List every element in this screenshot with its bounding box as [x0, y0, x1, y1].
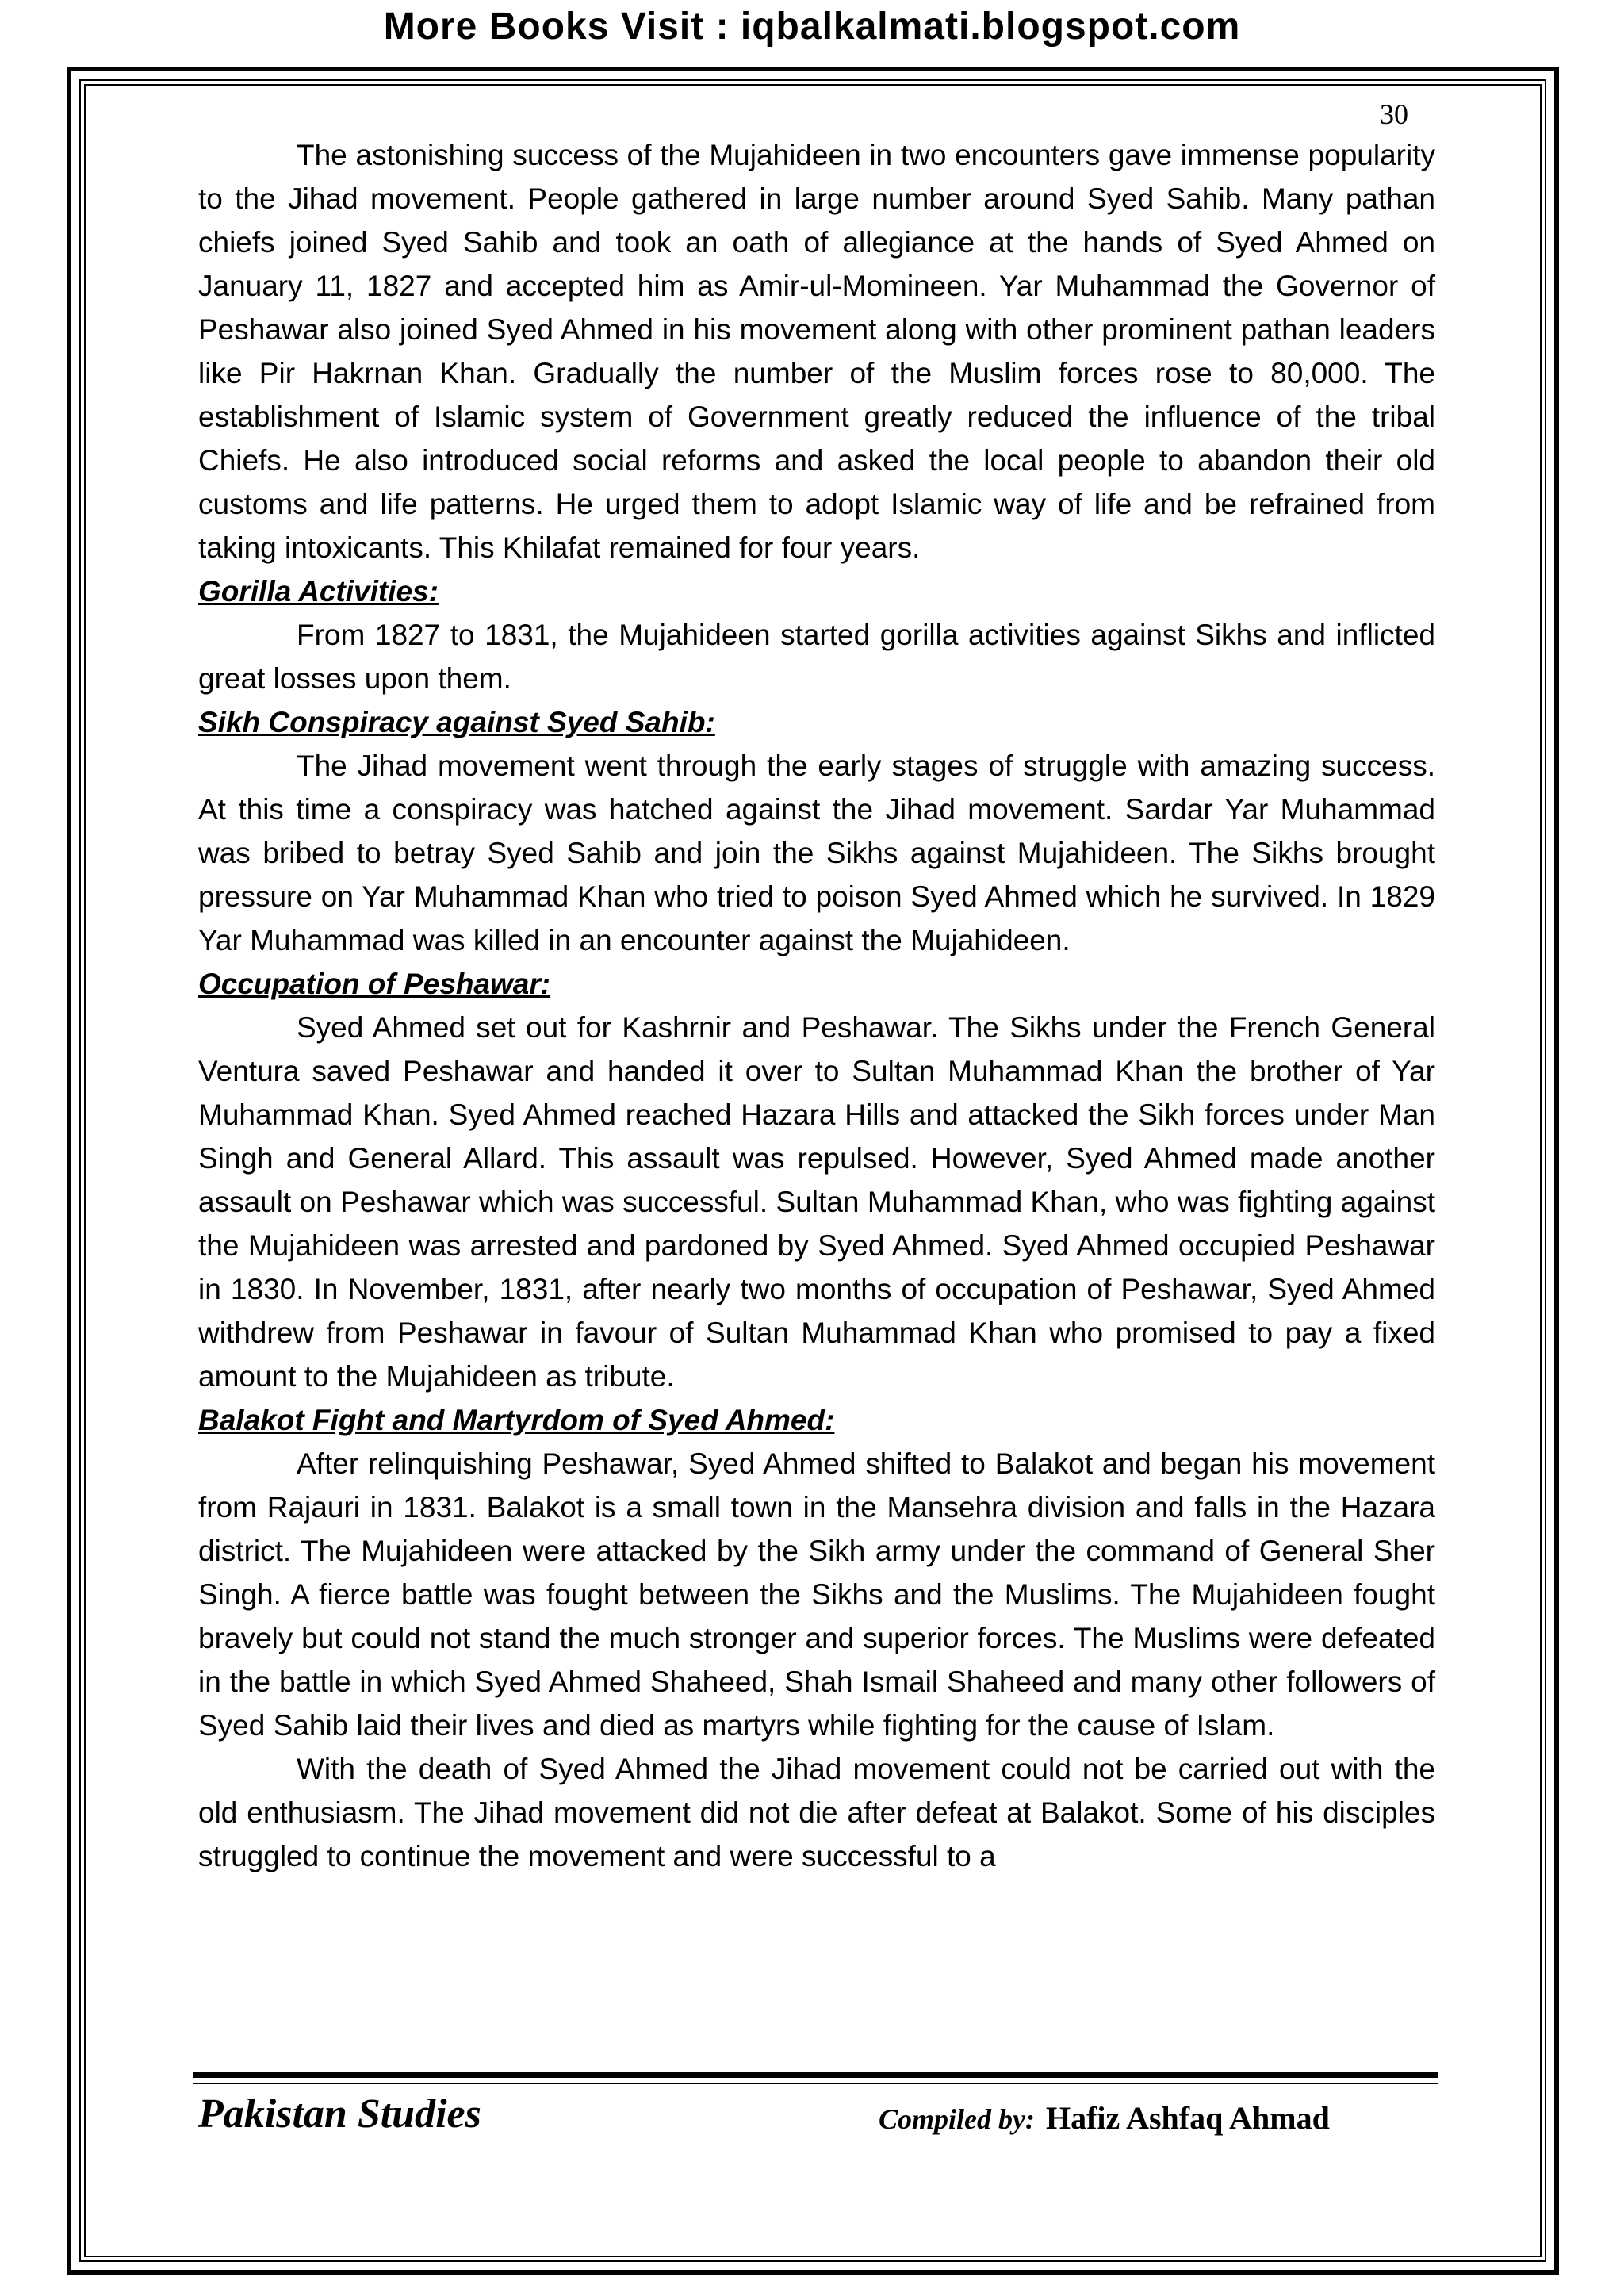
heading-sikh-conspiracy: Sikh Conspiracy against Syed Sahib:	[198, 706, 715, 738]
paragraph-occupation-of-peshawar: Syed Ahmed set out for Kashrnir and Peshawar. The Sikhs under the French General Ventura saved Peshawar and handed it over to Sultan Muhammad Khan the brother of Yar Muhammad Khan. Syed Ahmed reached Hazara Hills and attacked the Sikh forces under Man Singh and General Allard. This assault was repulsed. However, Syed Ahmed made another assault on Peshawar which was successful. Sultan Muhammad Khan, who was fighting against the Mujahideen was arrested and pardoned by Syed Ahmed. Syed Ahmed occupied Peshawar in 1830. In November, 1831, after nearly two months of occupation of Peshawar, Syed Ahmed withdrew from Peshawar in favour of Sultan Muhammad Khan who promised to pay a fixed amount to the Mujahideen as tribute.	[198, 1011, 1435, 1393]
paragraph-aftermath: With the death of Syed Ahmed the Jihad movement could not be carried out with the old enthusiasm. The Jihad movement did not die after defeat at Balakot. Some of his disciples struggled to continue the movement and were successful to a	[198, 1753, 1435, 1872]
footer-compiled-label: Compiled by:	[879, 2103, 1035, 2135]
heading-occupation-of-peshawar: Occupation of Peshawar:	[198, 968, 551, 1000]
footer-author: Hafiz Ashfaq Ahmad	[1045, 2100, 1330, 2136]
heading-gorilla-activities: Gorilla Activities:	[198, 575, 439, 608]
paragraph-balakot-fight: After relinquishing Peshawar, Syed Ahmed shifted to Balakot and began his movement from Rajauri in 1831. Balakot is a small town in the Mansehra division and falls in the Hazara district. The Mujahideen were attacked by the Sikh army under the command of General Sher Singh. A fierce battle was fought between the Sikhs and the Muslims. The Mujahideen fought bravely but could not stand the much stronger and superior forces. The Muslims were defeated in the battle in which Syed Ahmed Shaheed, Shah Ismail Shaheed and many other followers of Syed Sahib laid their lives and died as martyrs while fighting for the cause of Islam.	[198, 1447, 1435, 1742]
paragraph-gorilla-activities: From 1827 to 1831, the Mujahideen started gorilla activities against Sikhs and inflicted great losses upon them.	[198, 619, 1435, 695]
paragraph-intro: The astonishing success of the Mujahideen in two encounters gave immense popularity to the Jihad movement. People gathered in large number around Syed Sahib. Many pathan chiefs joined Syed Sahib and took an oath of allegiance at the hands of Syed Ahmed on January 11, 1827 and accepted him as Amir-ul-Momineen. Yar Muhammad the Governor of Peshawar also joined Syed Ahmed in his movement along with other prominent pathan leaders like Pir Hakrnan Khan. Gradually the number of the Muslim forces rose to 80,000. The establishment of Islamic system of Government greatly reduced the influence of the tribal Chiefs. He also introduced social reforms and asked the local people to abandon their old customs and life patterns. He urged them to adopt Islamic way of life and be refrained from taking intoxicants. This Khilafat remained for four years.	[198, 139, 1435, 564]
page-number: 30	[1380, 98, 1408, 130]
footer-credit	[879, 2099, 1330, 2145]
page-content	[198, 133, 1435, 1878]
website-banner: More Books Visit : iqbalkalmati.blogspot.com	[383, 6, 1241, 48]
heading-balakot-fight: Balakot Fight and Martyrdom of Syed Ahmed:	[198, 1404, 835, 1436]
footer-book-title: Pakistan Studies	[198, 2091, 481, 2137]
paragraph-sikh-conspiracy: The Jihad movement went through the early stages of struggle with amazing success. At this time a conspiracy was hatched against the Jihad movement. Sardar Yar Muhammad was bribed to betray Syed Sahib and join the Sikhs against Mujahideen. The Sikhs brought pressure on Yar Muhammad Khan who tried to poison Syed Ahmed which he survived. In 1829 Yar Muhammad was killed in an encounter against the Mujahideen.	[198, 749, 1435, 956]
footer-rule-thin	[193, 2083, 1438, 2084]
footer-rule-thick	[193, 2072, 1438, 2078]
